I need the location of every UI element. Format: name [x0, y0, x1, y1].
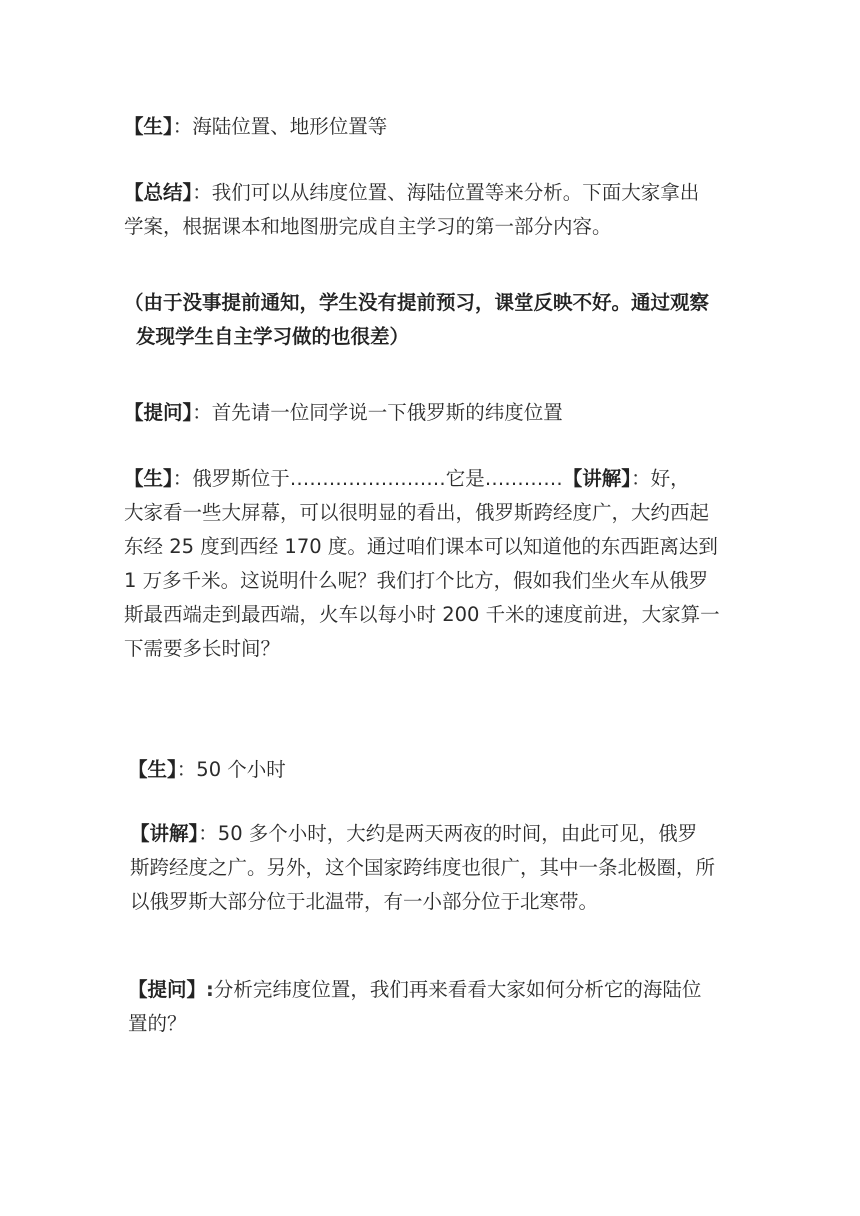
line-text: 海陆位置、地形位置等: [192, 115, 388, 138]
text-line: 下需要多长时间？: [124, 637, 281, 660]
line-text: 50 个小时: [196, 758, 286, 781]
line-text: 俄罗斯位于……………………它是…………: [192, 467, 563, 490]
text-line: [124, 396, 734, 430]
speaker-tag: 【总结】: [124, 181, 193, 204]
colon: ：: [198, 822, 218, 845]
colon: ：: [192, 401, 212, 424]
text-line: [124, 110, 734, 144]
text-line: [128, 973, 738, 1007]
dialogue-student-2: [128, 753, 738, 787]
dialogue-question-1: [124, 396, 734, 430]
text-line: （由于没事提前通知，学生没有提前预习，课堂反映不好。通过观察: [124, 291, 710, 314]
dialogue-question-2: [128, 973, 738, 1041]
text-line: [128, 753, 738, 787]
dialogue-student-explanation: [124, 462, 734, 666]
text-line: 置的？: [128, 1012, 187, 1035]
colon: ：: [172, 467, 193, 490]
text-line: 学案，根据课本和地图册完成自主学习的第一部分内容。: [124, 215, 612, 238]
colon: ：: [176, 758, 197, 781]
text-line: 东经 25 度到西经 170 度。通过咱们课本可以知道他的东西距离达到: [124, 535, 718, 558]
line-text: 好，: [650, 467, 690, 490]
line-text: 我们可以从纬度位置、海陆位置等来分析。下面大家拿出: [211, 181, 700, 204]
speaker-tag: 【生】: [128, 758, 177, 781]
colon: :: [206, 978, 214, 1001]
text-line: 斯跨经度之广。另外，这个国家跨纬度也很广，其中一条北极圈，所: [130, 856, 716, 879]
speaker-tag: 【提问】: [124, 401, 193, 424]
line-text: 50 多个小时，大约是两天两夜的时间，由此可见，俄罗: [217, 822, 698, 845]
speaker-tag: 【生】: [124, 115, 173, 138]
text-line: [124, 462, 734, 496]
colon: ：: [172, 115, 193, 138]
speaker-tag: 【提问】: [128, 978, 207, 1001]
speaker-tag: 【生】: [124, 467, 173, 490]
text-line: 1 万多千米。这说明什么呢？我们打个比方，假如我们坐火车从俄罗: [124, 569, 709, 592]
text-line: [124, 176, 734, 210]
teaching-reflection-note: [124, 286, 734, 354]
text-line: 大家看一些大屏幕，可以很明显的看出，俄罗斯跨经度广，大约西起: [124, 501, 710, 524]
line-text: 分析完纬度位置，我们再来看看大家如何分析它的海陆位: [213, 978, 702, 1001]
colon: ：: [631, 467, 651, 490]
text-line: 发现学生自主学习做的也很差）: [136, 325, 410, 348]
colon: ：: [192, 181, 212, 204]
text-line: [130, 817, 740, 851]
dialogue-summary: [124, 176, 734, 244]
line-text: 首先请一位同学说一下俄罗斯的纬度位置: [211, 401, 563, 424]
text-line: 以俄罗斯大部分位于北温带，有一小部分位于北寒带。: [130, 890, 599, 913]
speaker-tag: 【讲解】: [562, 467, 632, 490]
text-line: 斯最西端走到最西端，火车以每小时 200 千米的速度前进，大家算一: [124, 603, 720, 626]
dialogue-explanation: [130, 817, 740, 919]
speaker-tag: 【讲解】: [130, 822, 199, 845]
dialogue-student-1: [124, 110, 734, 144]
